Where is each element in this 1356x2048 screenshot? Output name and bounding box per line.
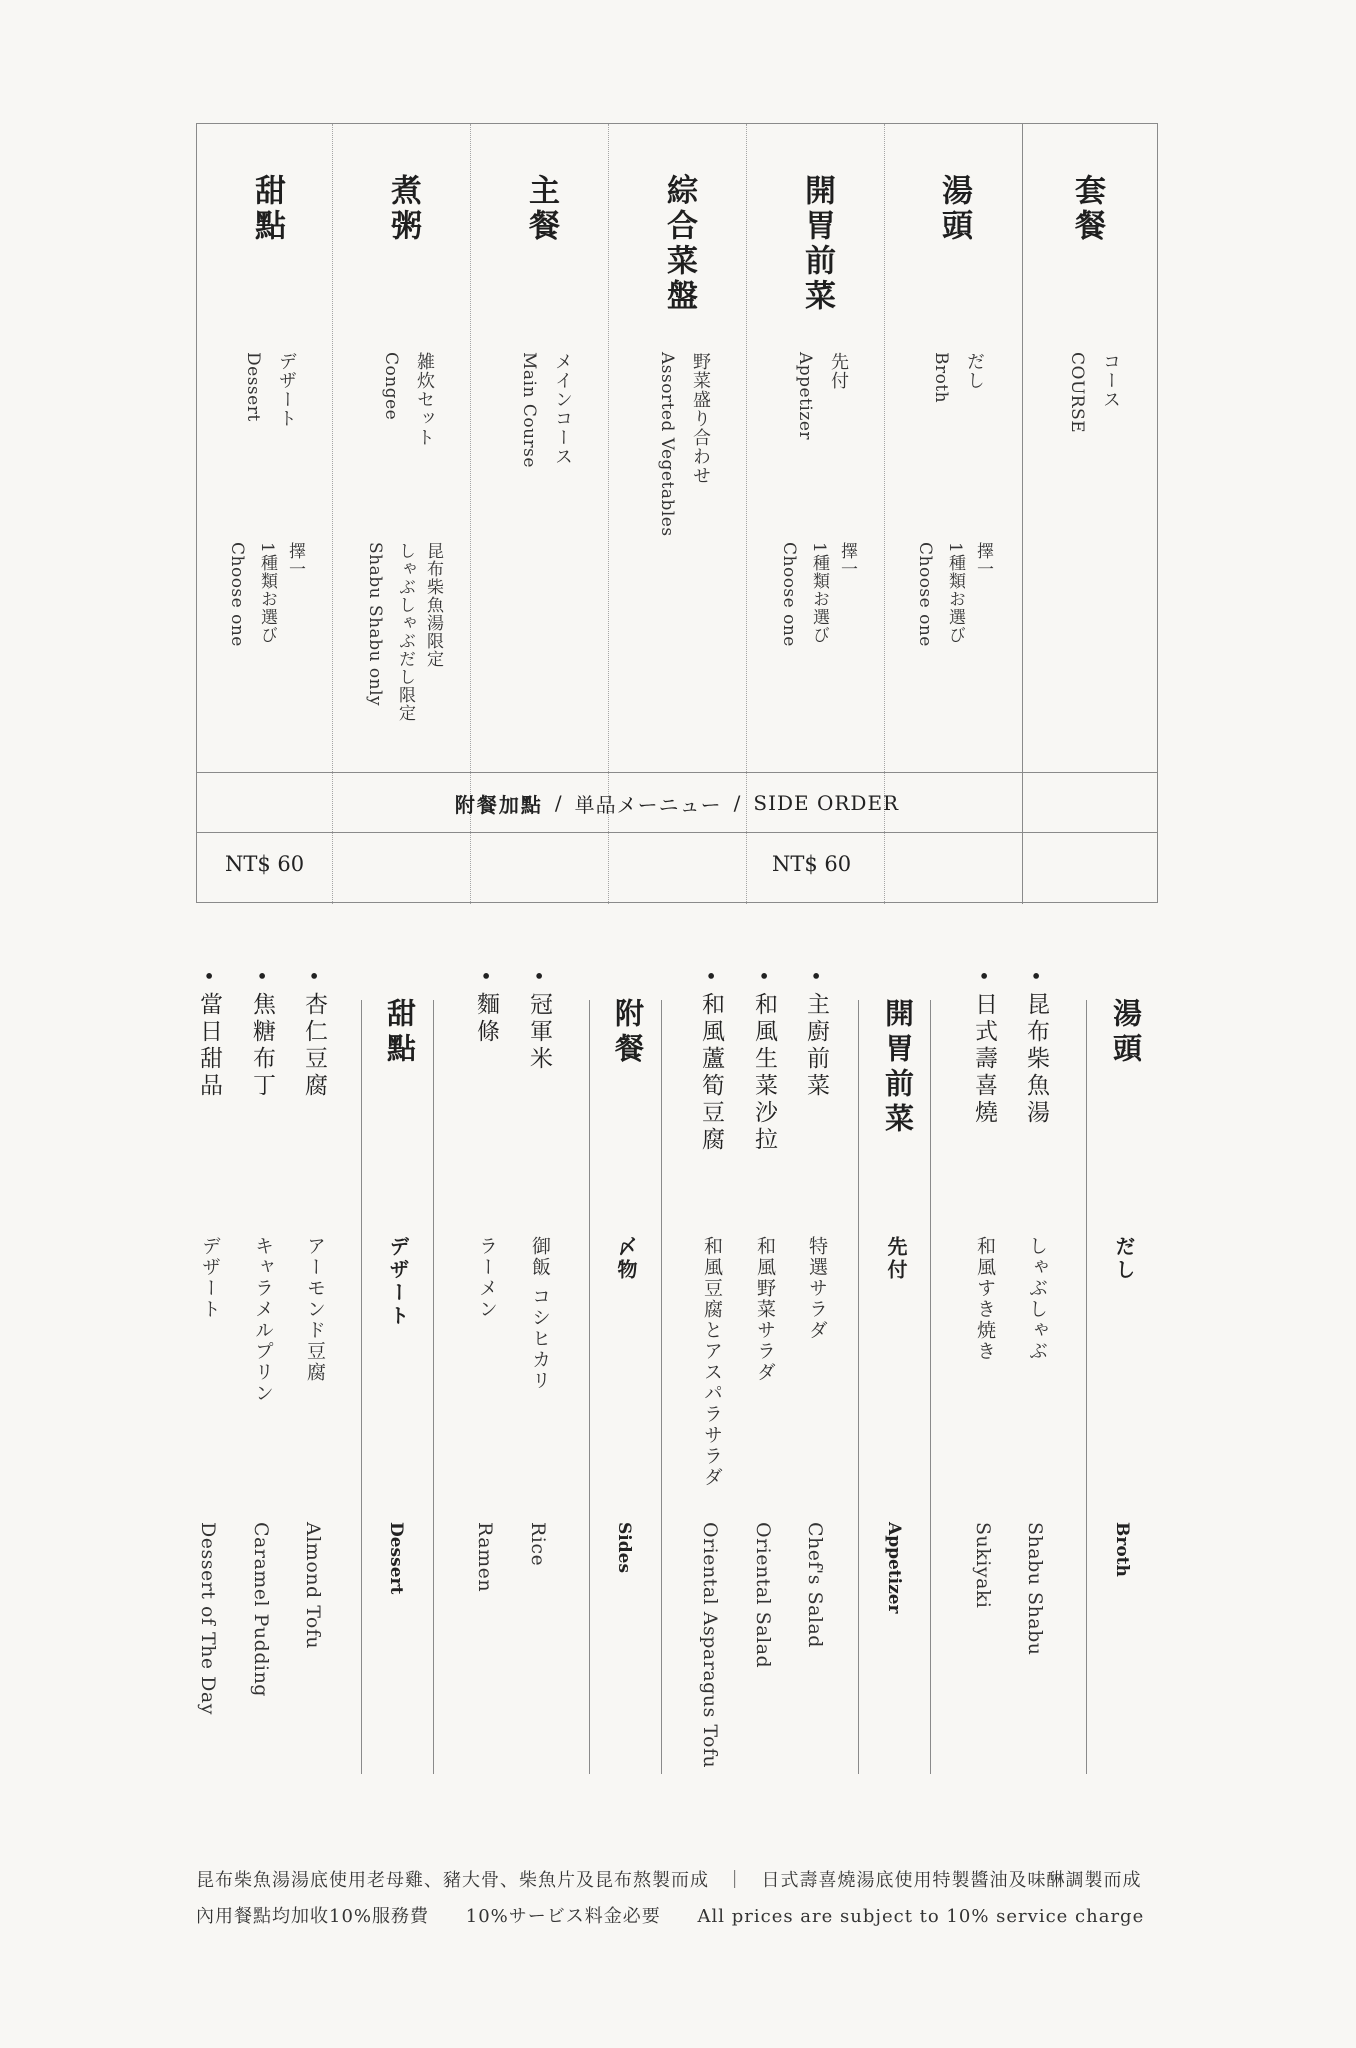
broth-note-jp: 1種類お選び <box>945 542 965 644</box>
dessert-note-jp: 1種類お選び <box>257 542 277 644</box>
row-divider <box>197 772 1157 773</box>
main-course-heading-jp: メインコース <box>552 352 573 466</box>
menu-item-zh: • 和風生菜沙拉 <box>748 970 781 1154</box>
menu-item-jp: 特選サラダ <box>806 1236 828 1341</box>
side-order-jp: 単品メーニュー <box>574 792 722 817</box>
menu-item-zh: • 日式壽喜燒 <box>968 970 1001 1127</box>
appetizer-heading-jp: 先付 <box>828 352 849 390</box>
menu-item-jp: 和風すき焼き <box>974 1236 996 1362</box>
course-heading-jp: コース <box>1100 352 1121 409</box>
congee-note-en: Shabu Shabu only <box>365 542 385 707</box>
menu-appetizer-heading-en: Appetizer <box>884 1522 904 1614</box>
menu-sides-heading-jp: 〆物 <box>614 1236 638 1282</box>
menu-item-zh: • 杏仁豆腐 <box>298 970 331 1100</box>
menu-item-zh: • 冠軍米 <box>523 970 556 1073</box>
menu-appetizer-heading-zh: 開胃前菜 <box>881 998 915 1138</box>
menu-sides-heading-en: Sides <box>614 1522 634 1574</box>
dessert-heading-en: Dessert <box>243 352 263 422</box>
congee-note-zh: 昆布柴魚湯限定 <box>423 542 443 668</box>
row-divider <box>197 832 1157 833</box>
menu-item-en: Rice <box>527 1522 549 1567</box>
footer-service-jp: 10%サービス料金必要 <box>465 1906 661 1927</box>
menu-item-zh: • 焦糖布丁 <box>246 970 279 1100</box>
menu-dessert-heading-zh: 甜點 <box>383 998 417 1068</box>
menu-item-en: Shabu Shabu <box>1024 1522 1046 1656</box>
menu-item-en: Sukiyaki <box>972 1522 994 1609</box>
dessert-heading-zh: 甜點 <box>249 174 285 244</box>
footer-line-2 <box>196 1902 1144 1928</box>
footer-divider: ｜ <box>725 1870 745 1891</box>
menu-dessert-heading-en: Dessert <box>386 1522 406 1595</box>
menu-divider <box>930 1000 931 1774</box>
main-course-heading-zh: 主餐 <box>523 174 559 244</box>
dessert-note-en: Choose one <box>227 542 247 647</box>
course-heading-en: COURSE <box>1067 352 1087 434</box>
vegetables-heading-en: Assorted Vegetables <box>657 352 677 537</box>
footer-line-1 <box>196 1866 1141 1892</box>
appetizer-note-zh: 擇一 <box>837 542 857 578</box>
menu-item-jp: 和風豆腐とアスパラサラダ <box>701 1236 723 1488</box>
menu-divider <box>661 1000 662 1774</box>
broth-heading-jp: だし <box>964 352 985 390</box>
menu-item-en: Oriental Asparagus Tofu <box>699 1522 721 1769</box>
broth-heading-en: Broth <box>931 352 951 404</box>
menu-broth-heading-zh: 湯頭 <box>1109 998 1143 1068</box>
course-table <box>196 123 1158 903</box>
broth-note-en: Choose one <box>915 542 935 647</box>
appetizer-heading-en: Appetizer <box>795 352 815 441</box>
dessert-note-zh: 擇一 <box>285 542 305 578</box>
menu-divider <box>361 1000 362 1774</box>
vegetables-heading-jp: 野菜盛り合わせ <box>690 352 711 485</box>
side-order-title <box>197 774 1157 832</box>
congee-heading-en: Congee <box>381 352 401 421</box>
menu-divider <box>1086 1000 1087 1774</box>
vegetables-heading-zh: 綜合菜盤 <box>661 174 697 314</box>
menu-item-zh: • 主廚前菜 <box>800 970 833 1100</box>
congee-heading-jp: 雑炊セット <box>414 352 435 447</box>
footer-service-en: All prices are subject to 10% service charge <box>697 1906 1145 1927</box>
menu-item-zh: • 昆布柴魚湯 <box>1020 970 1053 1127</box>
menu-item-en: Chef's Salad <box>804 1522 826 1648</box>
menu-appetizer-heading-jp: 先付 <box>884 1236 908 1282</box>
menu-item-zh: • 和風蘆筍豆腐 <box>695 970 728 1154</box>
footer-service-zh: 內用餐點均加收10%服務費 <box>196 1906 430 1927</box>
menu-item-jp: ラーメン <box>476 1236 498 1320</box>
appetizer-note-en: Choose one <box>779 542 799 647</box>
dessert-heading-jp: デザート <box>276 352 297 428</box>
menu-item-en: Caramel Pudding <box>250 1522 272 1697</box>
menu-item-en: Dessert of The Day <box>197 1522 219 1715</box>
course-heading-zh: 套餐 <box>1069 174 1105 244</box>
menu-item-en: Almond Tofu <box>302 1522 324 1650</box>
menu-item-jp: 御飯 コシヒカリ <box>529 1236 551 1392</box>
menu-item-jp: キャラメルプリン <box>252 1236 274 1404</box>
menu-item-jp: アーモンド豆腐 <box>304 1236 326 1383</box>
menu-broth-heading-en: Broth <box>1112 1522 1132 1577</box>
menu-item-en: Oriental Salad <box>752 1522 774 1669</box>
menu-divider <box>433 1000 434 1774</box>
side-order-sep: / <box>554 791 563 815</box>
appetizer-note-jp: 1種類お選び <box>809 542 829 644</box>
footer-sukiyaki-note: 日式壽喜燒湯底使用特製醬油及味醂調製而成 <box>761 1870 1142 1891</box>
menu-divider <box>858 1000 859 1774</box>
appetizer-price: NT$ 60 <box>772 852 852 876</box>
menu-item-zh: • 當日甜品 <box>193 970 226 1100</box>
dessert-price: NT$ 60 <box>225 852 305 876</box>
menu-item-zh: • 麵條 <box>470 970 503 1046</box>
menu-dessert-heading-jp: デザート <box>386 1236 410 1328</box>
menu-item-en: Ramen <box>474 1522 496 1593</box>
main-course-heading-en: Main Course <box>519 352 539 468</box>
menu-item-jp: デザート <box>199 1236 221 1320</box>
footer-broth-note: 昆布柴魚湯湯底使用老母雞、豬大骨、柴魚片及昆布熬製而成 <box>196 1870 709 1891</box>
side-order-zh: 附餐加點 <box>454 792 543 817</box>
menu-item-jp: 和風野菜サラダ <box>754 1236 776 1383</box>
broth-note-zh: 擇一 <box>973 542 993 578</box>
menu-item-jp: しゃぶしゃぶ <box>1026 1236 1048 1362</box>
broth-heading-zh: 湯頭 <box>936 174 972 244</box>
side-order-sep: / <box>733 791 742 815</box>
congee-heading-zh: 煮粥 <box>385 174 421 244</box>
menu-sides-heading-zh: 附餐 <box>611 998 645 1068</box>
menu-divider <box>589 1000 590 1774</box>
congee-note-jp: しゃぶしゃぶだし限定 <box>395 542 415 722</box>
appetizer-heading-zh: 開胃前菜 <box>799 174 835 314</box>
side-order-en: SIDE ORDER <box>753 791 900 815</box>
menu-broth-heading-jp: だし <box>1112 1236 1136 1282</box>
